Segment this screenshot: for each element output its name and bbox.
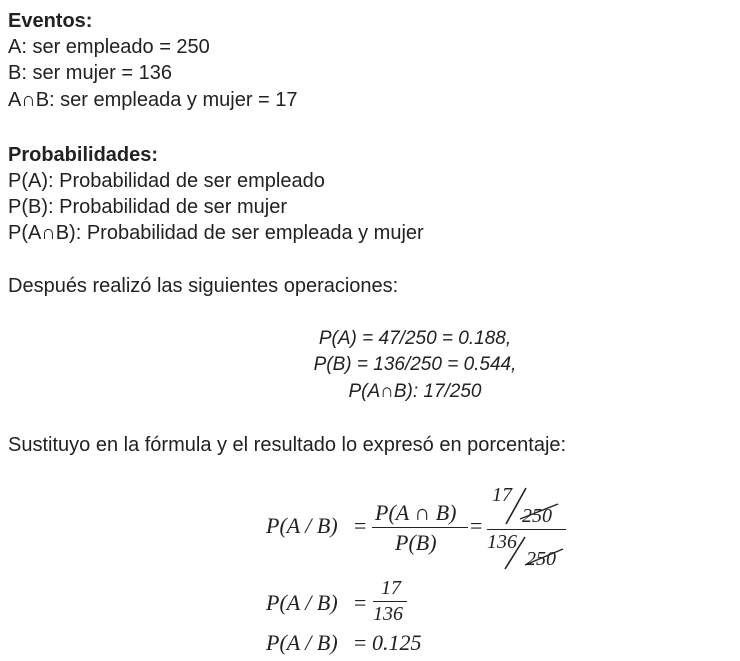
probabilidades-title: Probabilidades: — [8, 144, 159, 166]
top-denominator: 250 — [522, 505, 552, 527]
fraction-denominator: P(B) — [395, 530, 437, 555]
result-value: 0.125 — [372, 630, 422, 655]
operacion-pa: P(A) = 47/250 = 0.188, — [318, 328, 512, 349]
operacion-pb: P(B) = 136/250 = 0.544, — [313, 354, 517, 375]
step2-numerator: 17 — [381, 577, 401, 599]
formula-lhs: P(A / B) — [266, 590, 338, 615]
prob-a: P(A): Probabilidad de ser empleado — [8, 170, 325, 192]
equals-sign: = — [354, 590, 367, 615]
sustitucion-intro: Sustituyo en la fórmula y el resultado lo expresó en porcentaje: — [8, 434, 567, 456]
prob-b: P(B): Probabilidad de ser mujer — [8, 196, 288, 218]
evento-a: A: ser empleado = 250 — [8, 36, 210, 58]
top-numerator: 17 — [492, 484, 512, 506]
fraction-numerator: P(A ∩ B) — [375, 500, 457, 525]
main-fraction-bar — [487, 529, 566, 530]
evento-b: B: ser mujer = 136 — [8, 62, 172, 84]
bottom-numerator: 136 — [487, 531, 517, 553]
formula-lhs: P(A / B) — [266, 630, 338, 655]
operacion-pab: P(A∩B): 17/250 — [348, 381, 482, 402]
eventos-title: Eventos: — [8, 10, 93, 32]
prob-a-intersect-b: P(A∩B): Probabilidad de ser empleada y mujer — [8, 222, 424, 244]
equals-sign: = — [470, 513, 483, 538]
formula-lhs: P(A / B) — [266, 513, 338, 538]
evento-a-intersect-b: A∩B: ser empleada y mujer = 17 — [8, 89, 298, 111]
fraction-bar — [372, 527, 468, 528]
equals-sign: = — [354, 513, 367, 538]
step2-denominator: 136 — [373, 603, 403, 625]
equals-sign: = — [354, 630, 367, 655]
bottom-denominator: 250 — [526, 548, 556, 570]
step2-fraction-bar — [373, 601, 407, 602]
operaciones-intro: Después realizó las siguientes operaciones: — [8, 275, 399, 297]
